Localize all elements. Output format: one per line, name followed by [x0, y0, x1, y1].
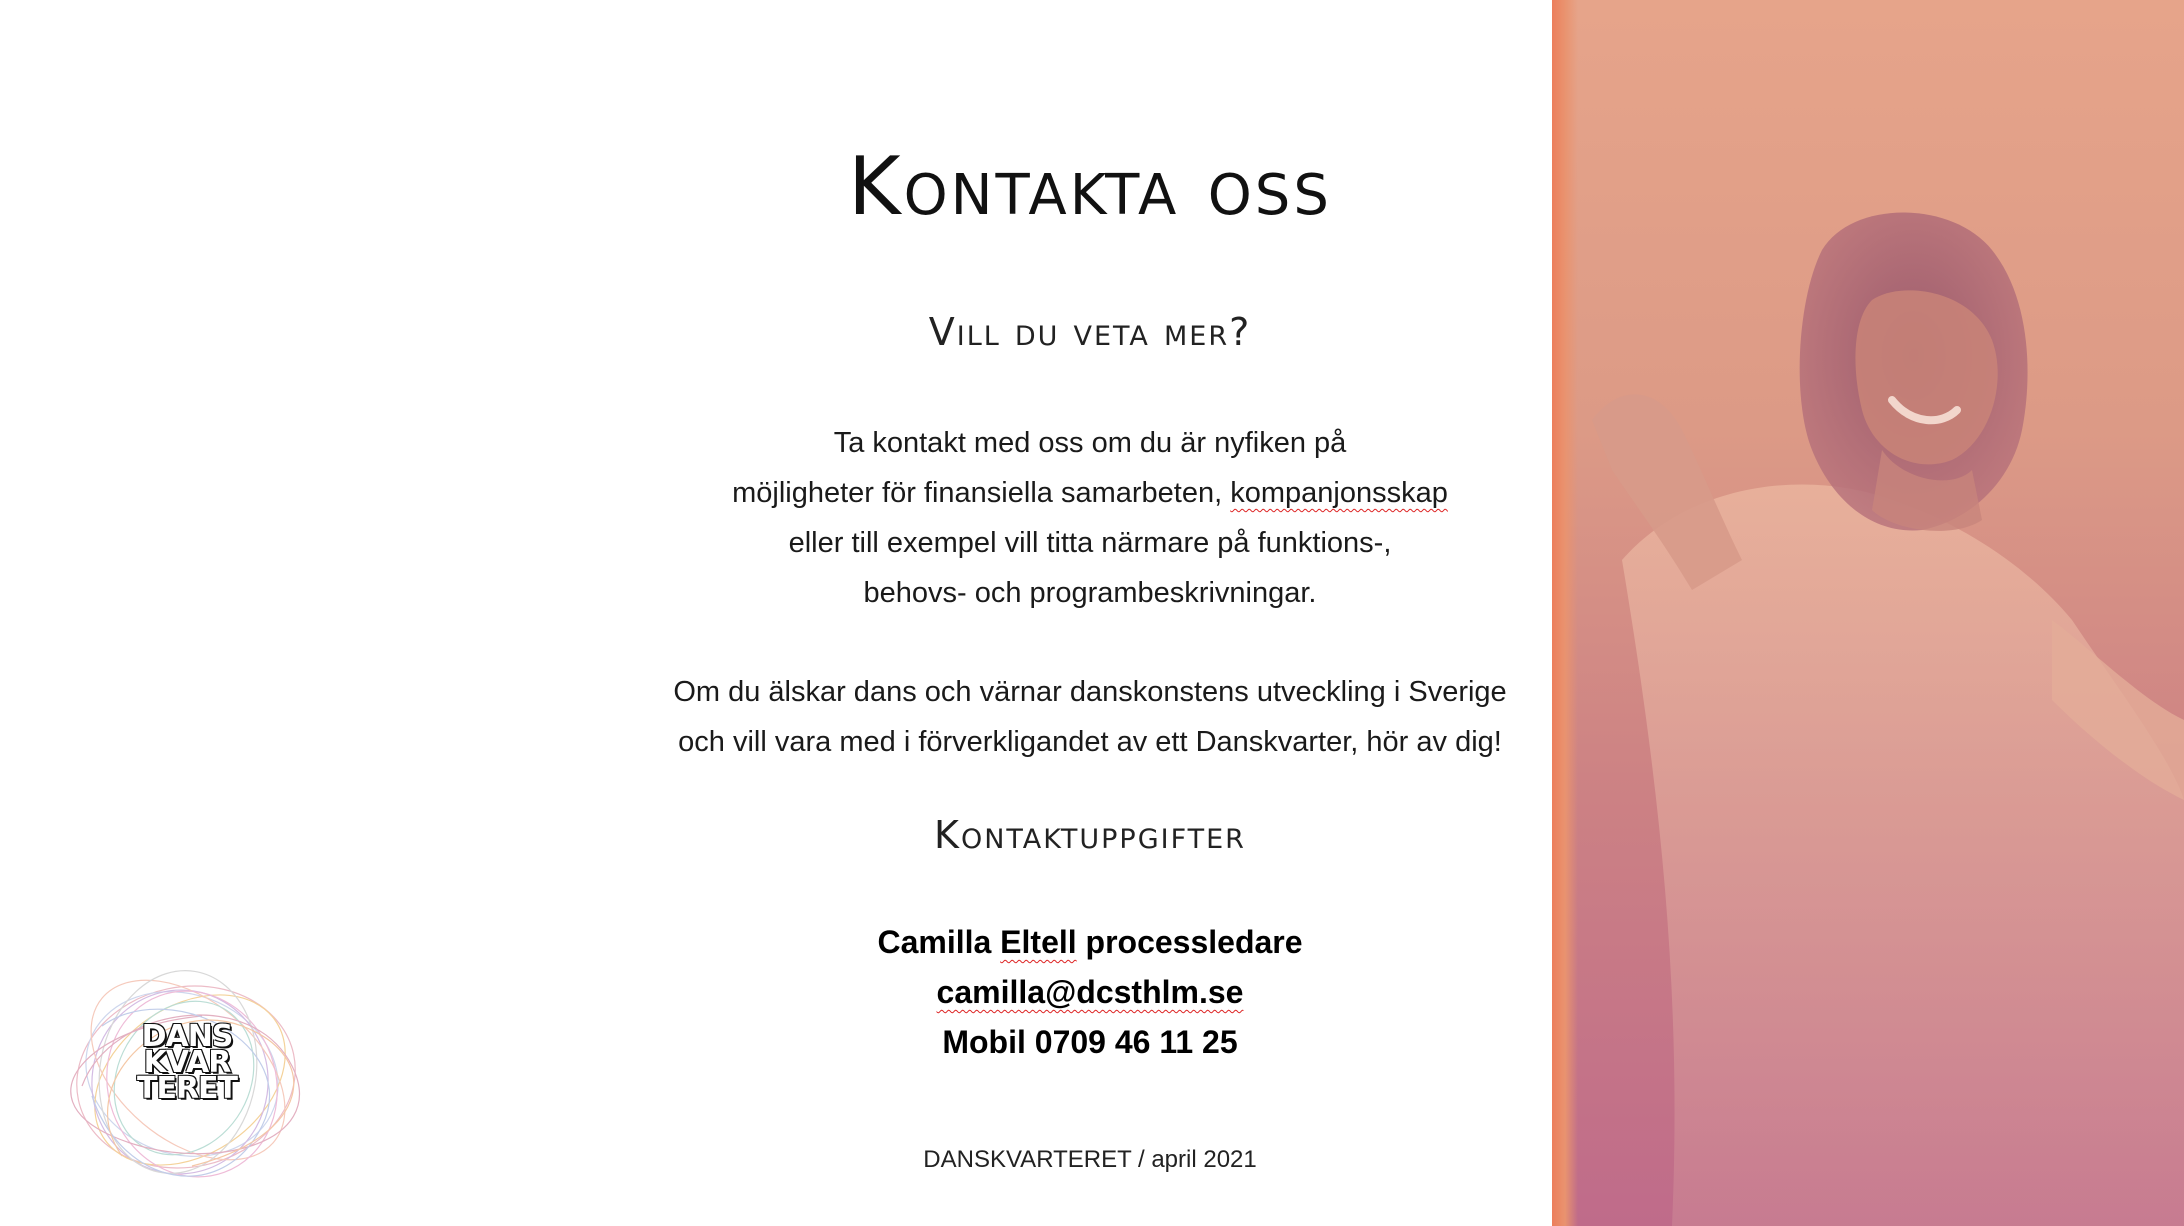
dance-line-1: Om du älskar dans och värnar danskonstens utveckling i Sverige — [673, 676, 1507, 708]
intro-line-4: behovs- och programbeskrivningar. — [863, 577, 1317, 609]
slide-title: Kontakta oss — [848, 140, 1332, 233]
dance-line-2: och vill vara med i förverkligandet av ett Danskvarter, hör av dig! — [678, 726, 1502, 758]
intro-line-3: eller till exempel vill titta närmare på funktions-, — [788, 527, 1392, 559]
logo-wordmark: DANS KVAR TERET — [136, 1019, 237, 1106]
contact-name-role: Camilla Eltell processledare — [877, 924, 1303, 960]
intro-paragraph — [640, 418, 1540, 618]
footer-text: DANSKVARTERET / april 2021 — [923, 1146, 1257, 1173]
danskvarteret-logo — [52, 966, 320, 1188]
spellcheck-word: kompanjonsskap — [1230, 477, 1448, 509]
contact-block — [640, 917, 1540, 1067]
intro-line-1: Ta kontakt med oss om du är nyfiken på — [833, 427, 1347, 459]
subtitle-question: Vill du veta mer? — [928, 310, 1252, 354]
dancer-photo — [1552, 0, 2184, 1226]
dance-paragraph — [640, 667, 1540, 767]
intro-line-2: möjligheter för finansiella samarbeten, kompanjonsskap — [732, 477, 1448, 509]
dancer-silhouette-icon — [1552, 0, 2184, 1226]
contact-phone: Mobil 0709 46 11 25 — [942, 1024, 1238, 1060]
subtitle-contact: Kontaktuppgifter — [934, 813, 1246, 857]
contact-surname: Eltell — [1000, 924, 1077, 960]
contact-email[interactable]: camilla@dcsthlm.se — [936, 974, 1244, 1010]
